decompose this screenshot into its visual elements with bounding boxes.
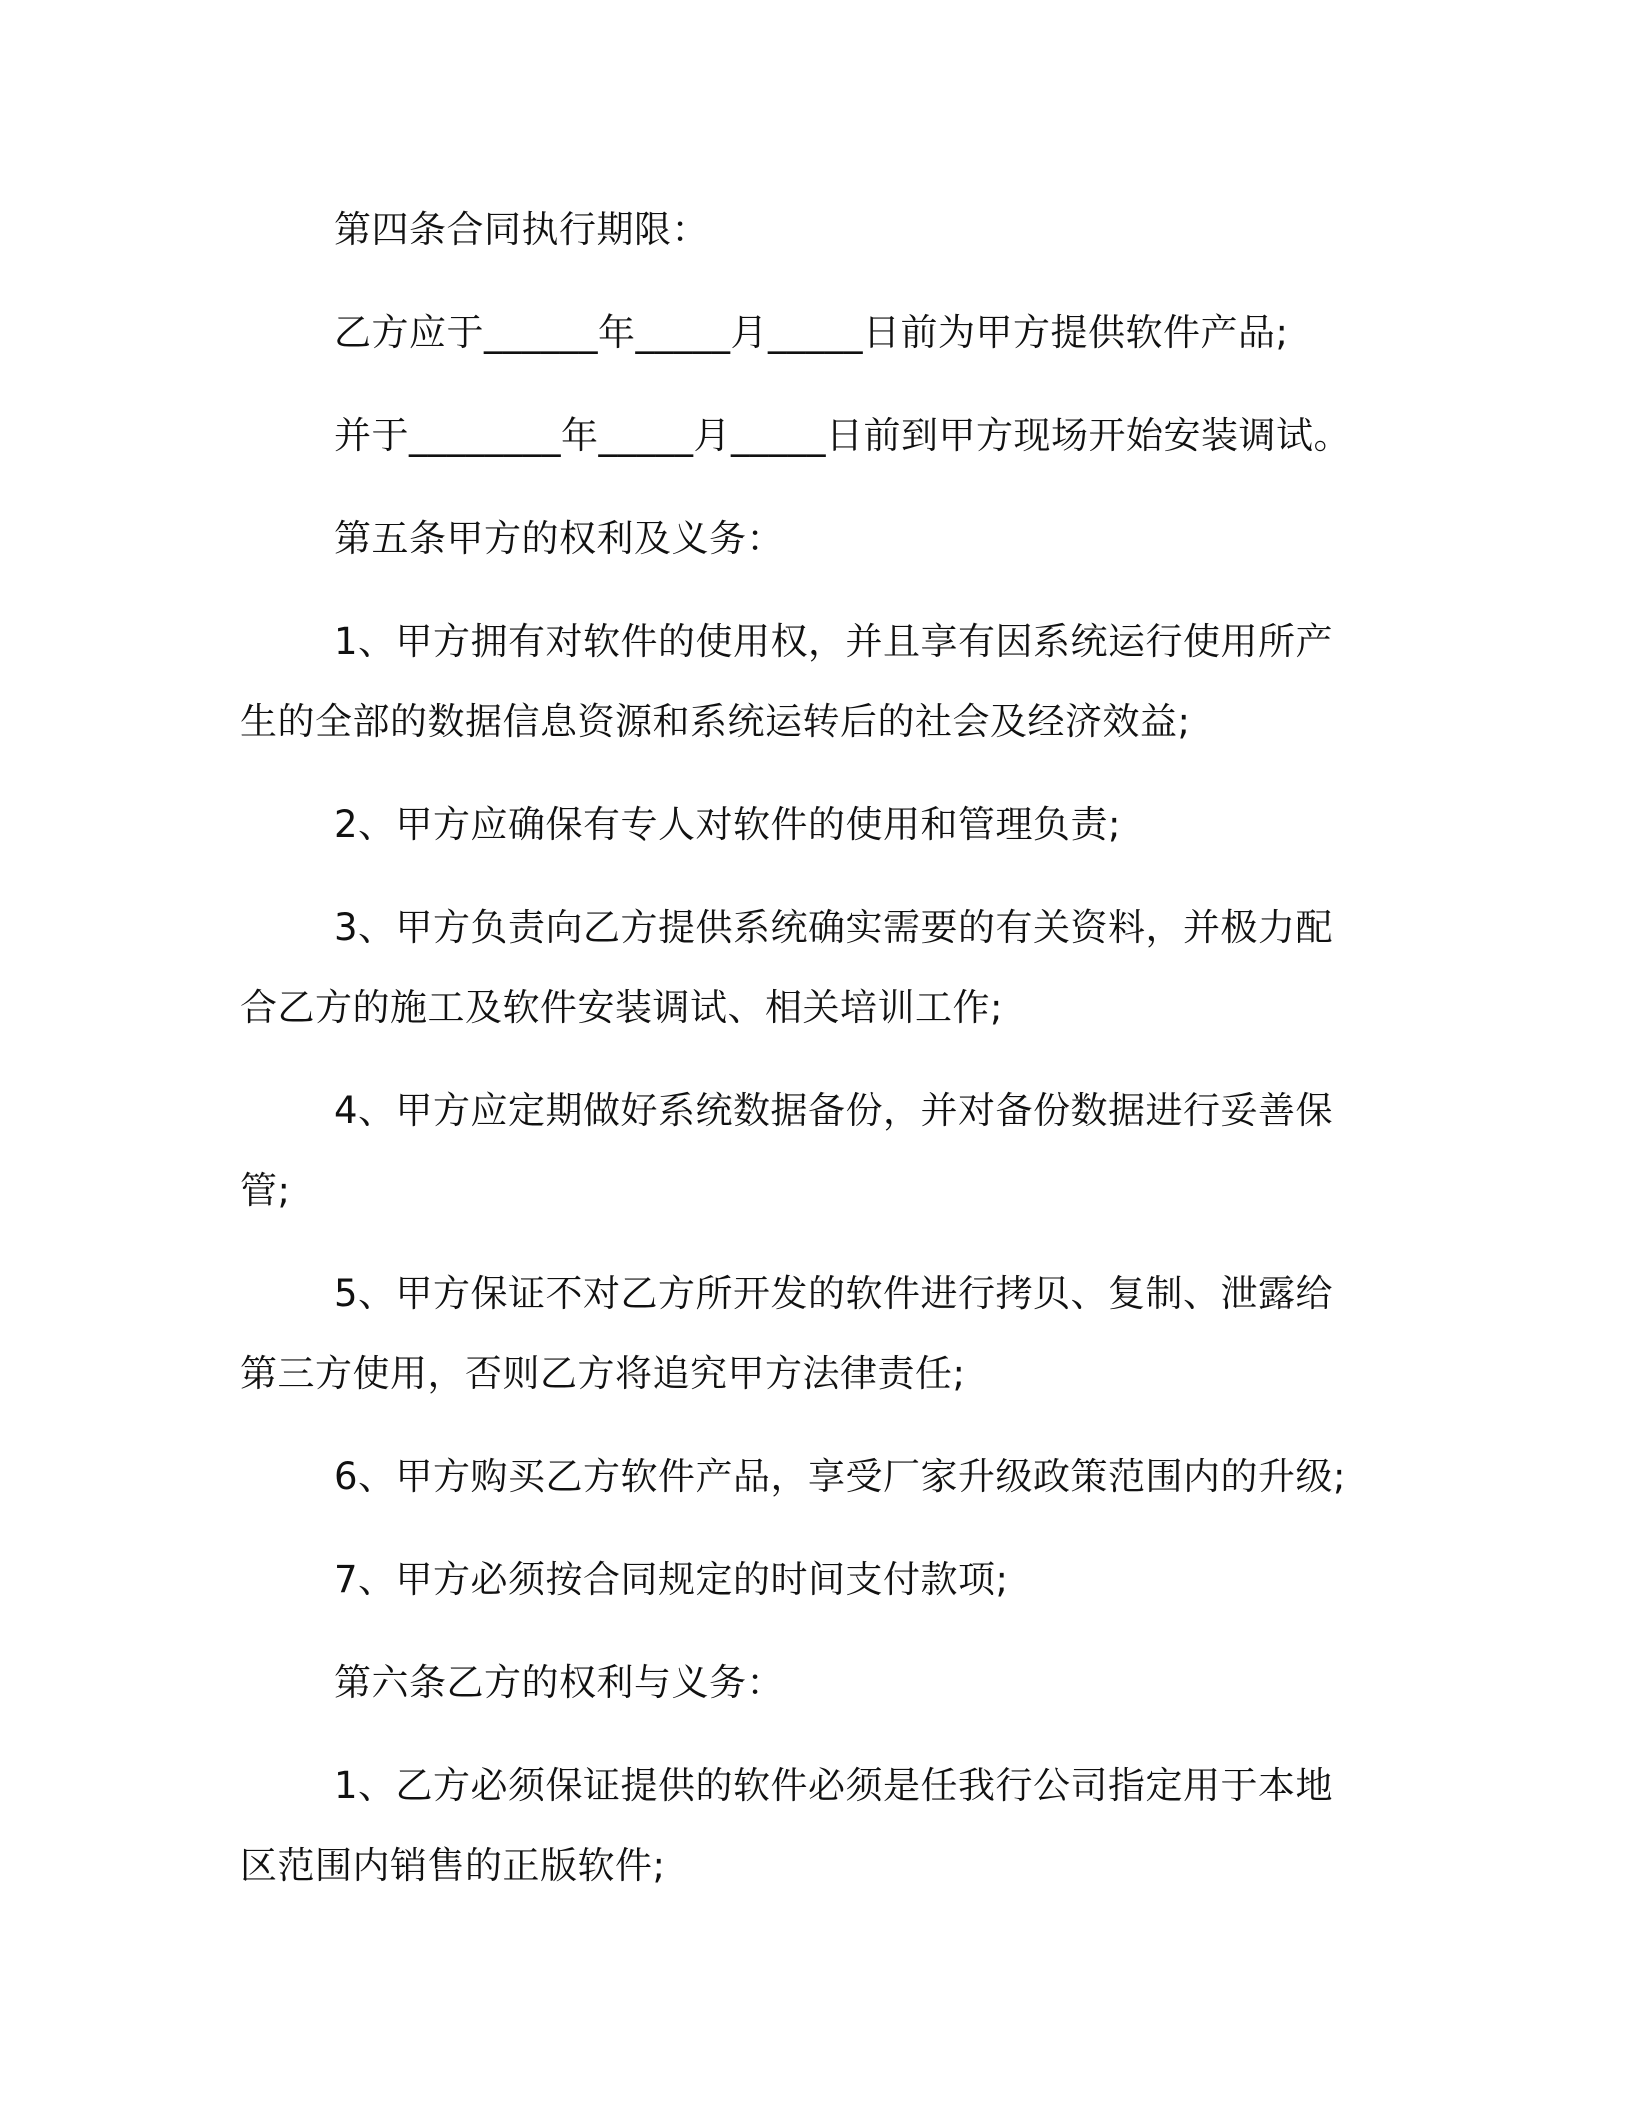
article-6-heading: 第六条乙方的权利与义务： [334, 1661, 784, 1704]
party-a-clause-4: 4、甲方应定期做好系统数据备份，并对备份数据进行妥善保管; [240, 1089, 1334, 1212]
installation-date-clause: 并于________年_____月_____日前到甲方现场开始安装调试。 [334, 414, 1351, 457]
party-a-clause-1: 1、甲方拥有对软件的使用权，并且享有因系统运行使用所产生的全部的数据信息资源和系统运转后的社会及经济效益; [240, 620, 1334, 743]
party-a-clause-5: 5、甲方保证不对乙方所开发的软件进行拷贝、复制、泄露给第三方使用，否则乙方将追究甲方法律责任; [240, 1272, 1334, 1395]
party-b-clause-1: 1、乙方必须保证提供的软件必须是任我行公司指定用于本地区范围内销售的正版软件; [240, 1764, 1334, 1887]
delivery-date-clause: 乙方应于______年_____月_____日前为甲方提供软件产品; [334, 311, 1289, 354]
party-a-clause-6: 6、甲方购买乙方软件产品，享受厂家升级政策范围内的升级; [334, 1455, 1347, 1498]
party-a-clause-3: 3、甲方负责向乙方提供系统确实需要的有关资料，并极力配合乙方的施工及软件安装调试、相关培训工作; [240, 906, 1334, 1029]
party-a-clause-2: 2、甲方应确保有专人对软件的使用和管理负责; [334, 803, 1122, 846]
document-page [240, 190, 1370, 1929]
article-4-heading: 第四条合同执行期限： [334, 208, 709, 251]
party-a-clause-7: 7、甲方必须按合同规定的时间支付款项; [334, 1558, 1009, 1601]
article-5-heading: 第五条甲方的权利及义务： [334, 517, 784, 560]
